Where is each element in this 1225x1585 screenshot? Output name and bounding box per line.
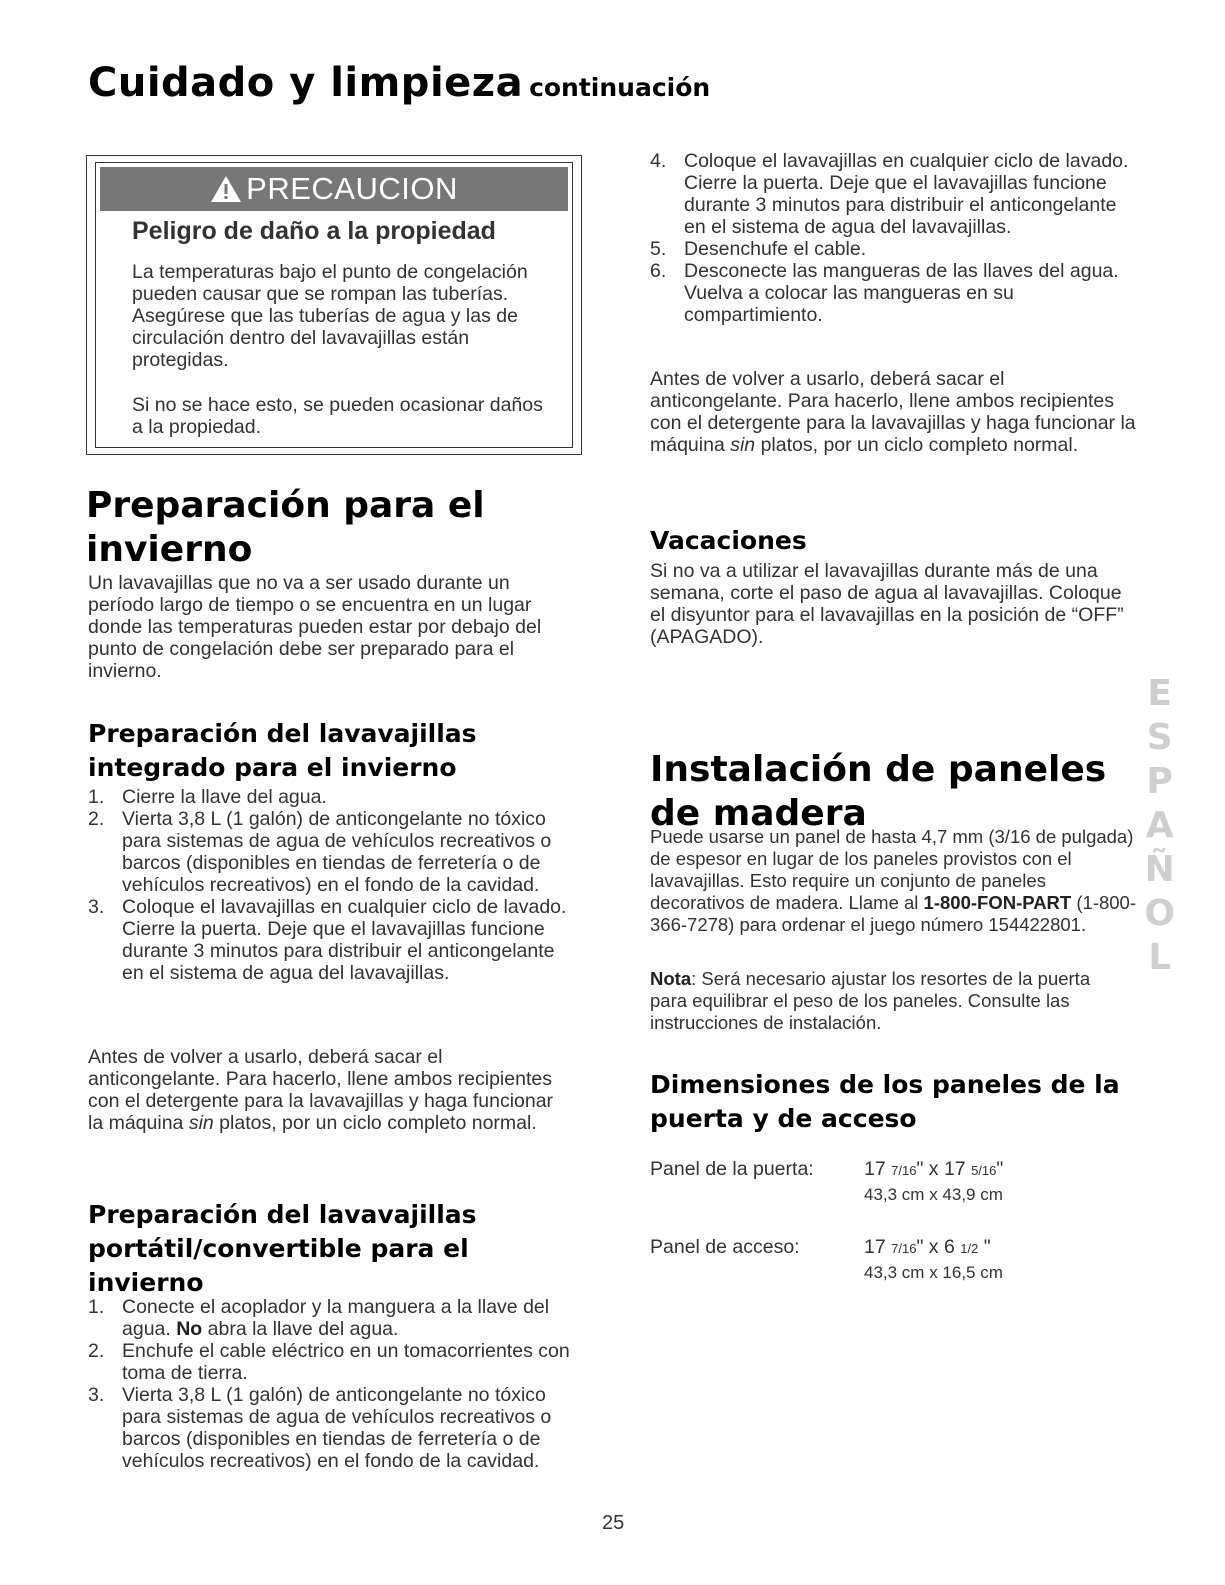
caution-banner-label: PRECAUCION: [246, 171, 458, 206]
after-text-pre: Antes de volver a usarlo, deberá sacar el anticongelante. Para hacerlo, llene ambos recipientes con el detergente para la lavavajillas y haga funcionar la máquina: [650, 368, 1136, 456]
integrated-heading: Preparación del lavavajillas integrado para el invierno: [88, 719, 477, 782]
step-text: Coloque el lavavajillas en cualquier ciclo de lavado. Cierre la puerta. Deje que el lavavajillas funcione durante 3 minutos para distribuir el anticongelante en el sistema de agua del lavavajillas.: [122, 896, 567, 984]
list-item: [650, 238, 1140, 260]
note-text: : Será necesario ajustar los resortes de la puerta para equilibrar el peso de los paneles. Consulte las instrucciones de instalación.: [650, 968, 1091, 1033]
dim-frac: 7/16: [891, 1163, 917, 1178]
right-steps: [650, 150, 1140, 326]
after-text-em: sin: [188, 1112, 214, 1134]
list-item: [650, 260, 1140, 326]
integrated-after: [88, 1046, 573, 1134]
dim-quote: ": [978, 1236, 991, 1258]
step-number: 1.: [88, 786, 105, 808]
caution-box: [86, 155, 582, 455]
step-number: 3.: [88, 896, 105, 918]
step-text-bold: No: [176, 1318, 203, 1340]
wood-panels-heading: Instalación de paneles de madera: [650, 749, 1107, 834]
side-tab-letter: E: [1147, 673, 1172, 714]
step-text: Coloque el lavavajillas en cualquier ciclo de lavado. Cierre la puerta. Deje que el lavavajillas funcione durante 3 minutos para distribuir el anticongelante en el sistema de agua del lavavajillas.: [684, 150, 1129, 238]
caution-paragraph-1: La temperaturas bajo el punto de congelación pueden causar que se rompan las tuberías. Asegúrese que las tuberías de agua y las de circulación dentro del lavavajillas están protegidas.: [132, 261, 528, 371]
after-text-em: sin: [730, 434, 756, 456]
winter-heading: Preparación para el invierno: [86, 485, 485, 570]
list-item: [88, 786, 570, 808]
caution-banner: [100, 167, 568, 211]
after-text-post: platos, por un ciclo completo normal.: [755, 434, 1079, 456]
caution-box-inner: [95, 162, 573, 448]
step-number: 6.: [650, 260, 667, 282]
step-text: Enchufe el cable eléctrico en un tomacorrientes con toma de tierra.: [122, 1340, 570, 1384]
step-number: 1.: [88, 1296, 105, 1318]
step-number: 2.: [88, 1340, 105, 1362]
page-title-main: Cuidado y limpieza: [88, 60, 524, 106]
list-item: [88, 1384, 570, 1472]
caution-subtitle: Peligro de daño a la propiedad: [132, 217, 496, 245]
caution-paragraph-2: Si no se hace esto, se pueden ocasionar daños a la propiedad.: [132, 394, 543, 438]
wood-panels-text: [650, 826, 1140, 936]
step-number: 5.: [650, 238, 667, 260]
portable-heading: Preparación del lavavajillas portátil/convertible para el invierno: [88, 1200, 477, 1297]
dim-frac: 7/16: [891, 1241, 917, 1256]
after-text-pre: Antes de volver a usarlo, deberá sacar el anticongelante. Para hacerlo, llene ambos recipientes con el detergente para la lavavajillas y haga funcionar la máquina: [88, 1046, 554, 1134]
page-title-suffix: continuación: [529, 73, 711, 102]
step-text: Desenchufe el cable.: [684, 238, 867, 260]
dim-whole: 17: [864, 1158, 886, 1180]
vacation-heading: Vacaciones: [650, 526, 807, 555]
list-item: [88, 1296, 570, 1340]
side-tab-letter: P: [1146, 761, 1173, 802]
wood-text-post: (1-800-366-7278) para ordenar el juego número 154422801.: [650, 892, 1137, 935]
note-label: Nota: [650, 968, 692, 989]
step-text-post: abra la llave del agua.: [202, 1318, 399, 1340]
step-text-pre: Conecte el acoplador y la manguera a la llave del agua.: [122, 1296, 550, 1340]
dim-whole: 6: [943, 1236, 955, 1258]
warning-triangle-icon: [210, 175, 242, 203]
access-panel-metric: 43,3 cm x 16,5 cm: [864, 1263, 1003, 1282]
vacation-text: Si no va a utilizar el lavavajillas durante más de una semana, corte el paso de agua al lavavajillas. Coloque el disyuntor para el lavavajillas en la posición de “OFF” (APAGADO).: [650, 560, 1124, 648]
step-number: 2.: [88, 808, 105, 830]
phone-number: 1-800-FON-PART: [923, 892, 1072, 913]
door-panel-label: Panel de la puerta:: [650, 1158, 814, 1180]
door-panel-size: [864, 1158, 1003, 1182]
step-number: 3.: [88, 1384, 105, 1406]
wood-panels-note: [650, 968, 1130, 1034]
dim-times: " x: [916, 1158, 944, 1180]
language-side-tab: [1144, 672, 1175, 980]
integrated-steps: [88, 786, 570, 984]
side-tab-letter: A: [1145, 805, 1174, 846]
door-panel-dimensions: [650, 1158, 1150, 1208]
portable-steps: [88, 1296, 570, 1472]
dim-quote: ": [996, 1158, 1004, 1180]
dim-frac: 5/16: [971, 1163, 997, 1178]
dim-times: " x: [916, 1236, 944, 1258]
winter-intro: Un lavavajillas que no va a ser usado durante un período largo de tiempo o se encuentra en un lugar donde las temperaturas pueden estar por debajo del punto de congelación debe ser preparado para el invierno.: [88, 572, 542, 682]
access-panel-dimensions: [650, 1236, 1150, 1286]
side-tab-letter: S: [1146, 717, 1173, 758]
side-tab-letter: Ñ: [1144, 849, 1175, 890]
wood-text-pre: Puede usarse un panel de hasta 4,7 mm (3/16 de pulgada) de espesor en lugar de los paneles provistos con el lavavajillas. Esto require un conjunto de paneles decorativos de madera. Llame al: [650, 826, 1134, 913]
side-tab-letter: O: [1144, 893, 1175, 934]
door-panel-metric: 43,3 cm x 43,9 cm: [864, 1185, 1003, 1204]
list-item: [88, 808, 570, 896]
side-tab-letter: L: [1148, 937, 1172, 978]
access-panel-size: [864, 1236, 991, 1260]
dimensions-heading: Dimensiones de los paneles de la puerta y de acceso: [650, 1070, 1120, 1133]
step-text: Vierta 3,8 L (1 galón) de anticongelante no tóxico para sistemas de agua de vehículos recreativos o barcos (disponibles en tiendas de ferretería o de vehículos recreativos) en el fondo de la cavidad.: [122, 808, 552, 896]
step-text: Cierre la llave del agua.: [122, 786, 327, 808]
dim-whole: 17: [943, 1158, 966, 1180]
after-text-post: platos, por un ciclo completo normal.: [213, 1112, 537, 1134]
dim-whole: 17: [864, 1236, 886, 1258]
list-item: [650, 150, 1140, 238]
page-title: [88, 60, 710, 106]
right-after: [650, 368, 1140, 456]
dim-frac: 1/2: [960, 1241, 979, 1256]
step-text: Desconecte las mangueras de las llaves del agua. Vuelva a colocar las mangueras en su compartimiento.: [684, 260, 1119, 326]
page-number: 25: [602, 1512, 625, 1534]
list-item: [88, 1340, 570, 1384]
list-item: [88, 896, 570, 984]
step-number: 4.: [650, 150, 667, 172]
step-text: Vierta 3,8 L (1 galón) de anticongelante no tóxico para sistemas de agua de vehículos recreativos o barcos (disponibles en tiendas de ferretería o de vehículos recreativos) en el fondo de la cavidad.: [122, 1384, 552, 1472]
access-panel-label: Panel de acceso:: [650, 1236, 800, 1258]
